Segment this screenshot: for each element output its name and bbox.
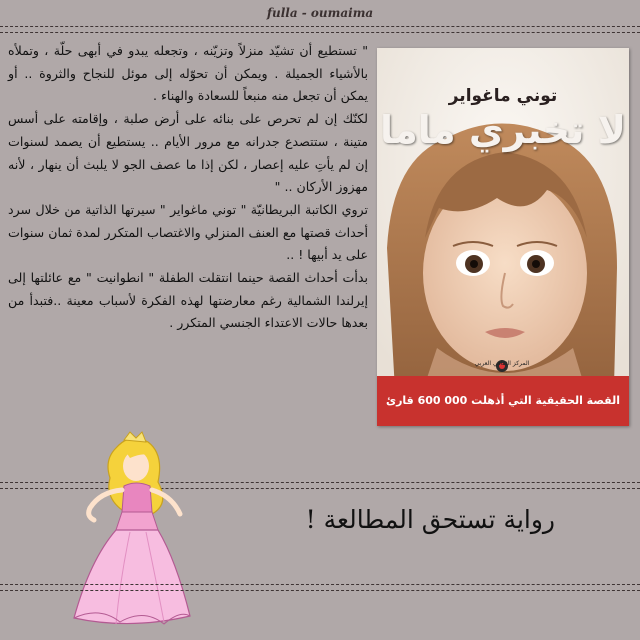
top-dashed-divider-second [0,32,640,33]
top-dashed-divider [0,26,640,27]
article-text [8,40,368,440]
book-title: لا تخبري ماما [380,108,626,152]
book-author: توني ماغواير [448,86,558,106]
signature-text: fulla - oumaima [266,6,374,20]
princess-illustration [60,430,200,630]
book-cover-image [377,48,629,426]
book-tagline: القصة الحقيقية التي أذهلت 000 600 قارئ [385,394,621,407]
bottom-dashed-divider-second [0,590,640,591]
article-paragraph-2: لكنّك إن لم تحرص على بنائه على أرض صلبة ، وإقامته على أسس متينة ، ستتصدع جدرانه مع مرور الأيام .. يستطيع أن يصمد لسنوات إن لم يأتِ عليه إعصار ، لكن إذا ما عصف الجو لا يلبث أن ينهار ، لأنه مهزوز الأركان .. " [8,111,368,195]
bottom-dashed-divider [0,584,640,585]
article-paragraph-1: " تستطيع أن تشيّد منزلاً وتزيّنه ، وتجعله يبدو في أبهى حلّة ، وتملأه بالأشياء الجميلة . ويمكن أن تحوّله إلى موئل للنجاح والثروة .. أو يمكن أن تجعل منه منبعاً للسعادة والهناء . [8,43,368,104]
verdict-heading: رواية تستحق المطالعة ! [305,505,555,534]
book-publisher: المركز الثقافي العربي [474,360,530,367]
article-paragraph-4: بدأت أحداث القصة حينما انتقلت الطفلة " انطوانيت " مع عائلتها إلى إيرلندا الشمالية رغم معارضتها لهذه الفكرة لأسباب معينة ..فتبدأ من بعدها حالات الاعتداء الجنسي المتكرر . [8,270,368,331]
article-paragraph-3: تروي الكاتبة البريطانيّة " توني ماغواير " سيرتها الذاتية من خلال سرد أحداث قصتها مع العنف المنزلي والاغتصاب المتكرر لمدة ثمان سنوات على يد أبيها ! .. [8,201,368,263]
